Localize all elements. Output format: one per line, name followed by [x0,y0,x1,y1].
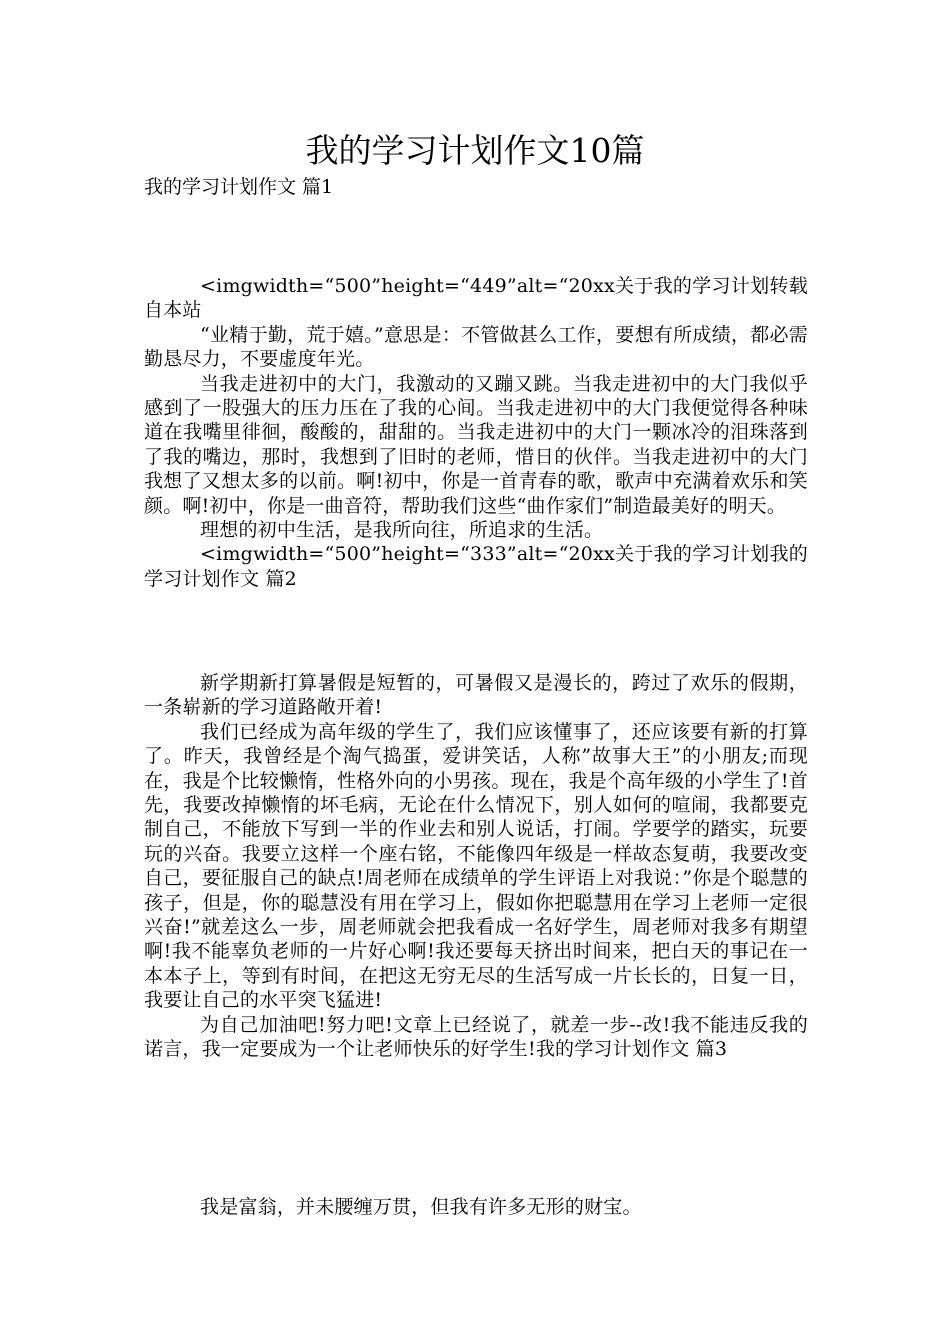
section-heading-1: 我的学习计划作文 篇1 [144,176,334,198]
paragraph: “业精于勤，荒于嬉。”意思是：不管做甚么工作，要想有所成绩，都必需勤恳尽力，不要虚度年光。 [144,323,808,371]
paragraph: 理想的初中生活，是我所向往，所追求的生活。 [200,519,604,542]
section-3-body [144,1195,808,1219]
paragraph: 为自己加油吧!努力吧!文章上已经说了，就差一步--改!我不能违反我的诺言，我一定要成为一个让老师快乐的好学生!我的学习计划作文 篇3 [144,1013,808,1061]
section-1-body [144,274,808,591]
paragraph: <imgwidth=“500”height=“333”alt=“20xx关于我的学习计划我的学习计划作文 篇2 [144,543,808,590]
paragraph: <imgwidth=“500”height=“449”alt=“20xx关于我的学习计划转载自本站 [144,275,808,322]
paragraph: 我们已经成为高年级的学生了，我们应该懂事了，还应该要有新的打算了。昨天，我曾经是个淘气捣蛋，爱讲笑话，人称”故事大王”的小朋友;而现在，我是个比较懒惰，性格外向的小男孩。现在，我是个高年级的小学生了!首先，我要改掉懒惰的坏毛病，无论在什么情况下，别人如何的喧闹，我都要克制自己，不能放下写到一半的作业去和别人说话，打闹。学要学的踏实，玩要玩的兴奋。我要立这样一个座右铭，不能像四年级是一样故态复萌，我要改变自己，要征服自己的缺点!周老师在成绩单的学生评语上对我说：”你是个聪慧的孩子，但是，你的聪慧没有用在学习上，假如你把聪慧用在学习上老师一定很兴奋!”就差这么一步，周老师就会把我看成一名好学生，周老师对我多有期望啊!我不能辜负老师的一片好心啊!我还要每天挤出时间来，把白天的事记在一本本子上，等到有时间，在把这无穷无尽的生活写成一片长长的，日复一日，我要让自己的水平突飞猛进! [144,720,808,1012]
paragraph: 我是富翁，并未腰缠万贯，但我有许多无形的财宝。 [200,1196,642,1218]
paragraph: 当我走进初中的大门，我激动的又蹦又跳。当我走进初中的大门我似乎感到了一股强大的压力压在了我的心间。当我走进初中的大门我便觉得各种味道在我嘴里徘徊，酸酸的，甜甜的。当我走进初中的大门一颗冰冷的泪珠落到了我的嘴边，那时，我想到了旧时的老师，惜日的伙伴。当我走进初中的大门我想了又想太多的以前。啊!初中，你是一首青春的歌，歌声中充满着欢乐和笑颜。啊!初中，你是一曲音符，帮助我们这些“曲作家们”制造最美好的明天。 [144,372,808,517]
section-2-body [144,671,808,1062]
paragraph: 新学期新打算暑假是短暂的，可暑假又是漫长的，跨过了欢乐的假期，一条崭新的学习道路敞开着! [144,672,808,719]
document-title: 我的学习计划作文10篇 [305,131,645,170]
